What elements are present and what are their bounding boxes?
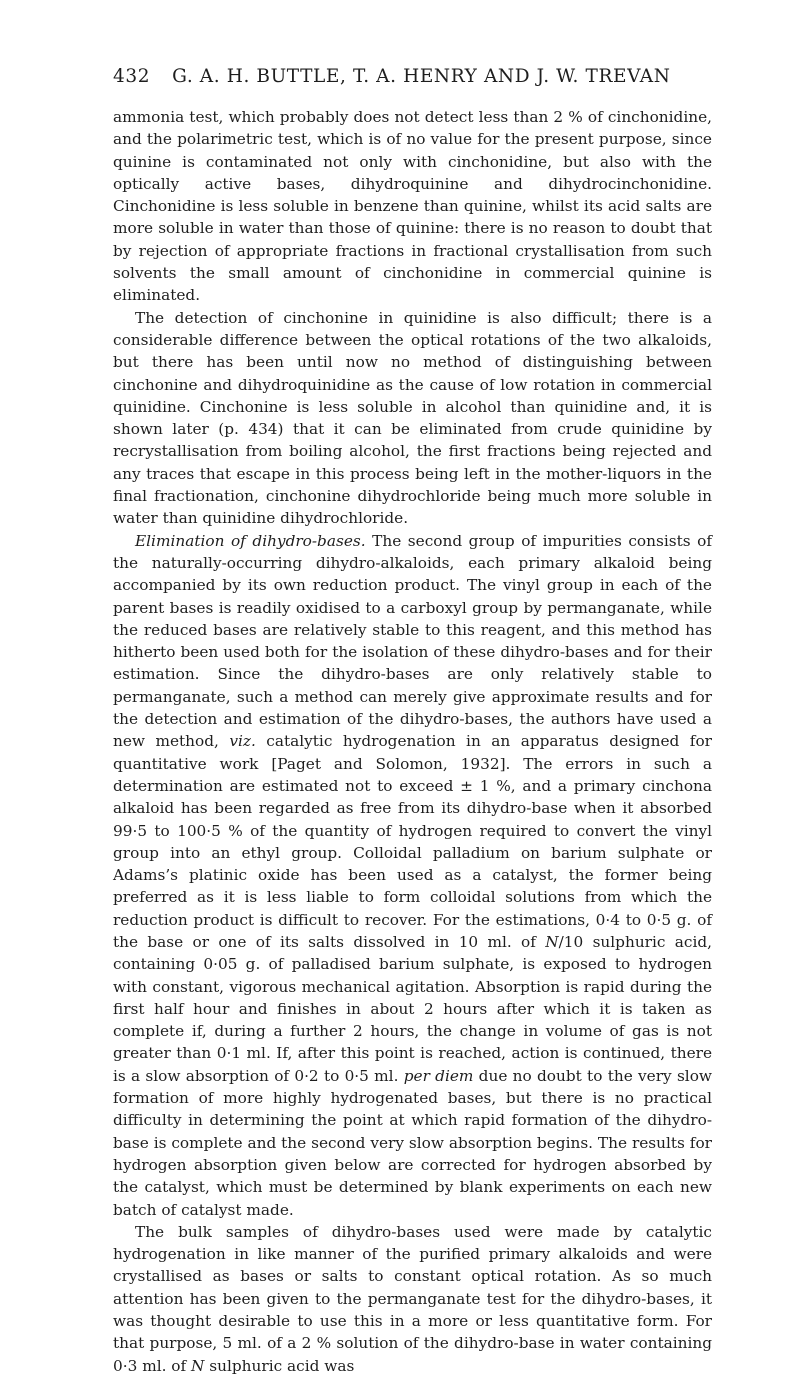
paragraph-1: ammonia test, which probably does not detect less than 2 % of cinchonidine, and the polarimetric test, which is of no value for the present purpose, since quinine is contaminated not only with cinchonidine, but also with the optically active bases, dihydroquinine and dihydrocinchonidine. Cinchonidine is less soluble in benzene than quinine, whilst its acid salts are more soluble in water than those of quinine: there is no reason to doubt that by rejection of appropriate fractions in fractional crystallisation from such solvents the small amount of cinchonidine in commercial quinine is eliminated. — [113, 108, 712, 305]
section-heading-dihydro-bases: Elimination of dihydro-bases. — [135, 531, 366, 550]
paragraph-4-part-2: sulphuric acid was — [204, 1356, 355, 1375]
paragraph-4 — [113, 1221, 712, 1377]
paragraph-3-italic-viz: viz. — [229, 732, 256, 751]
paragraph-3-part-2: catalytic hydrogenation in an apparatus designed for quantitative work [Paget and Solomon, 1932]. The errors in such a determination are estimated not to exceed ± 1 %, and a primary cinchona alkaloid has been regarded as free from its dihydro-base when it absorbed 99·5 to 100·5 % of the quantity of hydrogen required to convert the vinyl group into an ethyl group. Colloidal palladium on barium sulphate or Adams’s platinic oxide has been used as a catalyst, the former being preferred as it is less liable to form colloidal solutions from which the reduction product is difficult to recover. For the estimations, 0·4 to 0·5 g. of the base or one of its salts dissolved in 10 ml. of — [113, 732, 712, 951]
paragraph-3-part-1: The second group of impurities consists of the naturally-occurring dihydro-alkaloids, each primary alkaloid being accompanied by its own reduction product. The vinyl group in each of the parent bases is readily oxidised to a carboxyl group by permanganate, while the reduced bases are relatively stable to this reagent, and this method has hitherto been used both for the isolation of these dihydro-bases and for their estimation. Since the dihydro-bases are only relatively stable to permanganate, such a method can merely give approximate results and for the detection and estimation of the dihydro-bases, the authors have used a new method, — [113, 531, 712, 751]
paragraph-3-italic-per-diem: per diem — [403, 1066, 474, 1085]
paragraph-4-part-1: The bulk samples of dihydro-bases used were made by catalytic hydrogenation in like manner of the purified primary alkaloids and were crystallised as bases or salts to constant optical rotation. As so much attention has been given to the permanganate test for the dihydro-bases, it was thought desirable to use this in a more or less quantitative form. For that purpose, 5 ml. of a 2 % solution of the dihydro-base in water containing 0·3 ml. of — [113, 1222, 712, 1375]
running-head-authors: G. A. H. BUTTLE, T. A. HENRY AND J. W. TREVAN — [172, 66, 671, 87]
paragraph-4-italic-normality: N — [191, 1356, 205, 1375]
paragraph-3-part-4: due no doubt to the very slow formation of more highly hydrogenated bases, but there is no practical difficulty in determining the point at which rapid formation of the dihydro-base is complete and the second very slow absorption begins. The results for hydrogen absorption given below are corrected for hydrogen absorbed by the catalyst, which must be determined by blank experiments on each new batch of catalyst made. — [113, 1066, 712, 1219]
running-head — [113, 66, 712, 92]
paragraph-3-part-3: /10 sulphuric acid, containing 0·05 g. of palladised barium sulphate, is exposed to hydrogen with constant, vigorous mechanical agitation. Absorption is rapid during the first half hour and finishes in about 2 hours after which it is taken as complete if, during a further 2 hours, the change in volume of gas is not greater than 0·1 ml. If, after this point is reached, action is continued, there is a slow absorption of 0·2 to 0·5 ml. — [113, 932, 712, 1085]
paragraph-3 — [113, 530, 712, 1221]
article-body — [113, 106, 712, 1377]
paragraph-2: The detection of cinchonine in quinidine is also difficult; there is a considerable difference between the optical rotations of the two alkaloids, but there has been until now no method of distinguishing between cinchonine and dihydroquinidine as the cause of low rotation in commercial quinidine. Cinchonine is less soluble in alcohol than quinidine and, it is shown later (p. 434) that it can be eliminated from crude quinidine by recrystallisation from boiling alcohol, the first fractions being rejected and any traces that escape in this process being left in the mother-liquors in the final fractionation, cinchonine dihydrochloride being much more soluble in water than quinidine dihydrochloride. — [113, 308, 712, 528]
page-number: 432 — [113, 66, 151, 87]
page — [113, 66, 712, 1377]
paragraph-3-italic-normality: N — [545, 932, 559, 951]
